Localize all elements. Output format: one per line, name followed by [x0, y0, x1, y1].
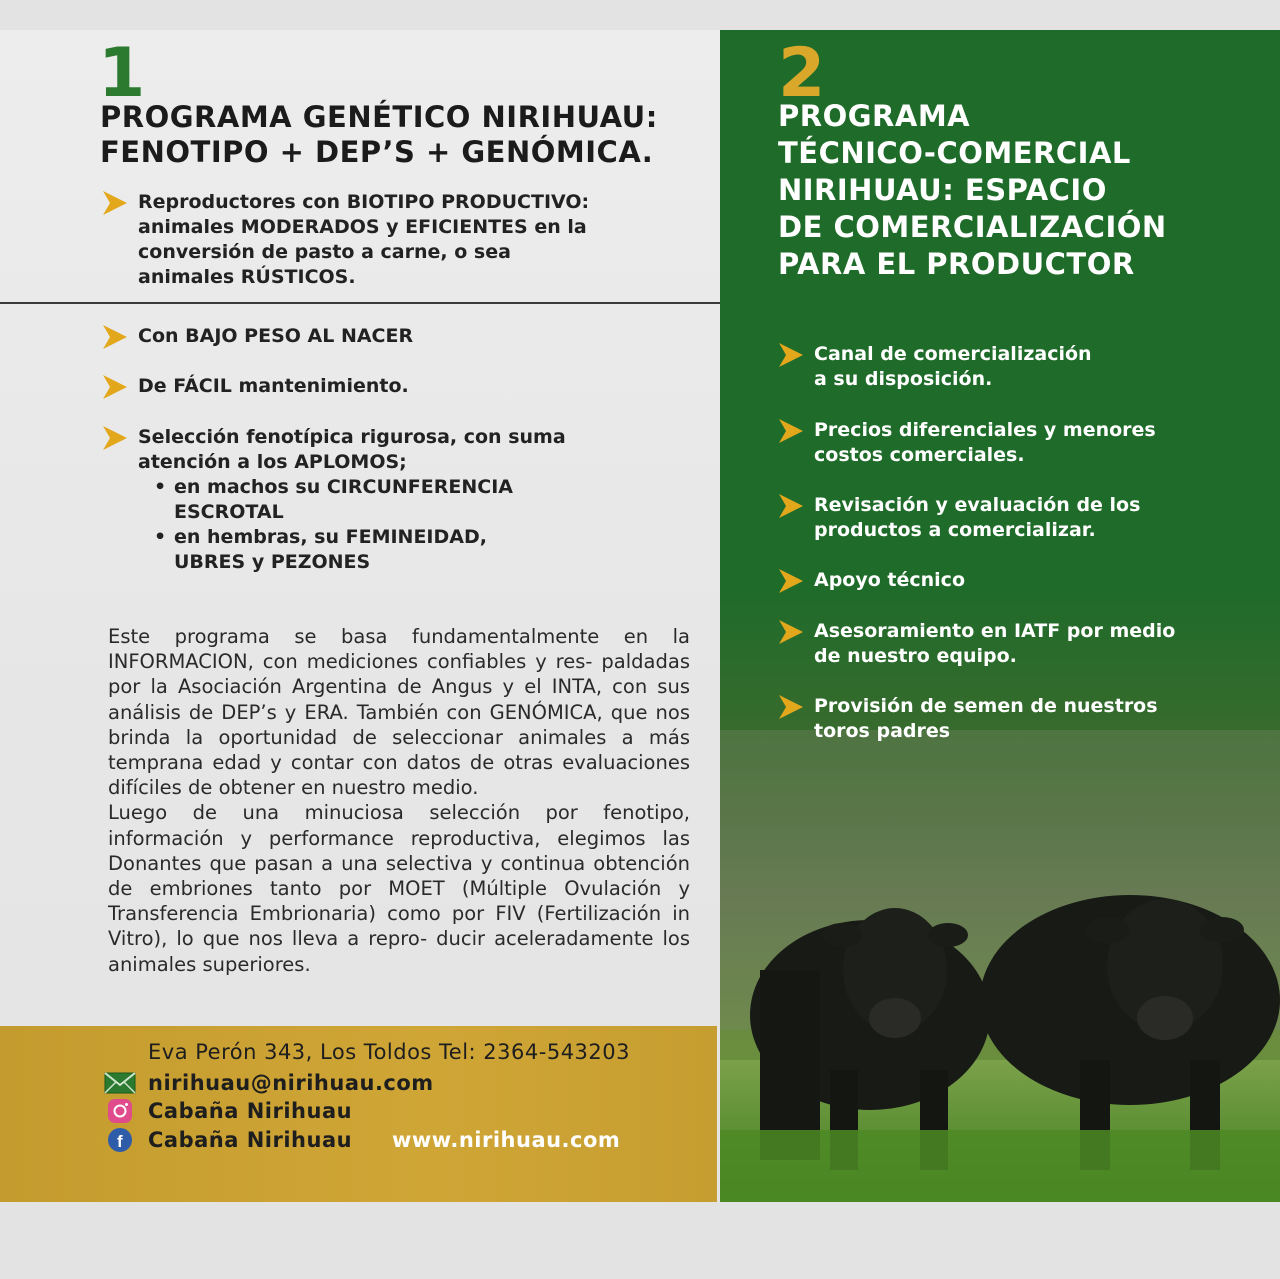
- program-2-title-line: PARA EL PRODUCTOR: [778, 247, 1135, 281]
- bullet-line: Asesoramiento en IATF por medio: [814, 620, 1176, 642]
- description-paragraph: Luego de una minuciosa selección por fenotipo, información y performance reproductiva, elegimos las Donantes que pasan a una selectiva y continua obtención de embriones tanto por MOET (Múltiple Ovulación y Transferencia Embrionaria) como por FIV (Fertilización in Vitro), lo que nos lleva a repro- ducir aceleradamente los animales superiores.: [108, 801, 690, 976]
- bullet-line: de nuestro equipo.: [814, 645, 1017, 667]
- cattle-photo: [720, 590, 1280, 1202]
- arrow-bullet-icon: [776, 416, 806, 446]
- program-2-number: 2: [778, 34, 826, 113]
- bullet-line: a su disposición.: [814, 368, 993, 390]
- sub-bullet-dot: •: [154, 476, 167, 498]
- bullet-line: costos comerciales.: [814, 444, 1025, 466]
- program-2-panel: [720, 30, 1280, 1202]
- bullet-text: Con BAJO PESO AL NACER: [138, 325, 414, 347]
- program-1-description: [108, 624, 690, 977]
- sub-bullet-line: ESCROTAL: [174, 501, 284, 523]
- program-2-title-line: TÉCNICO-COMERCIAL: [778, 136, 1131, 170]
- bullet-line: atención a los APLOMOS;: [138, 451, 407, 473]
- arrow-bullet-icon: [100, 372, 130, 402]
- contact-footer: [0, 1026, 717, 1202]
- program-1-bullet-seleccion: [100, 425, 680, 575]
- program-2-title-line: PROGRAMA: [778, 99, 971, 133]
- bullet-line: animales MODERADOS y EFICIENTES en la: [138, 216, 587, 238]
- instagram-row: [104, 1098, 352, 1124]
- program-2-bullet-precios: [776, 418, 1256, 468]
- facebook-link[interactable]: Cabaña Nirihuau: [148, 1128, 353, 1152]
- arrow-bullet-icon: [100, 423, 130, 453]
- address-phone: Eva Perón 343, Los Toldos Tel: 2364-543203: [148, 1040, 630, 1064]
- sub-bullet-hembras: [138, 525, 566, 575]
- bullet-line: Revisación y evaluación de los: [814, 494, 1141, 516]
- sub-bullet-line: en hembras, su FEMINEIDAD,: [174, 526, 487, 548]
- website-link[interactable]: www.nirihuau.com: [392, 1128, 621, 1152]
- arrow-bullet-icon: [100, 322, 130, 352]
- sub-bullet-line: UBRES y PEZONES: [174, 551, 371, 573]
- program-2-bullet-apoyo: [776, 568, 1256, 596]
- bullet-text: [814, 694, 1158, 744]
- program-1-panel: [0, 30, 720, 1202]
- program-2-title-line: NIRIHUAU: ESPACIO: [778, 173, 1107, 207]
- bullet-line: Selección fenotípica rigurosa, con suma: [138, 426, 566, 448]
- bullet-line: Provisión de semen de nuestros: [814, 695, 1158, 717]
- program-1-title-line: FENOTIPO + DEP’S + GENÓMICA.: [100, 135, 654, 169]
- bullet-text: [138, 190, 589, 290]
- program-2-bullet-provision: [776, 694, 1256, 744]
- sub-bullet-line: en machos su CIRCUNFERENCIA: [174, 476, 513, 498]
- bullet-text: [814, 619, 1175, 669]
- program-1-number: 1: [98, 34, 146, 113]
- sub-bullet-machos: [138, 475, 566, 525]
- arrow-bullet-icon: [776, 617, 806, 647]
- arrow-bullet-icon: [100, 188, 130, 218]
- facebook-icon: [104, 1127, 136, 1153]
- bullet-line: Canal de comercialización: [814, 343, 1092, 365]
- bullet-text: De FÁCIL mantenimiento.: [138, 375, 409, 397]
- email-link[interactable]: nirihuau@nirihuau.com: [148, 1071, 434, 1095]
- program-1-title: [100, 100, 710, 170]
- program-2-title: [778, 98, 1268, 283]
- bullet-line: conversión de pasto a carne, o sea: [138, 241, 511, 263]
- arrow-bullet-icon: [776, 340, 806, 370]
- bullet-line: animales RÚSTICOS.: [138, 266, 356, 288]
- description-paragraph: Este programa se basa fundamentalmente en la INFORMACION, con mediciones confiables y res- paldadas por la Asociación Argentina de Angus y el INTA, con sus análisis de DEP’s y ERA. También con GENÓMICA, que nos brinda la oportunidad de seleccionar animales a más temprana edad y contar con datos de otras evaluaciones difíciles de obtener en nuestro medio.: [108, 625, 690, 800]
- program-2-bullet-asesoramiento: [776, 619, 1256, 669]
- bullet-line: Reproductores con BIOTIPO PRODUCTIVO:: [138, 191, 590, 213]
- svg-text:f: f: [117, 1132, 124, 1151]
- bullet-text: Apoyo técnico: [814, 569, 965, 591]
- bullet-line: toros padres: [814, 720, 951, 742]
- section-divider: [0, 302, 720, 304]
- mail-icon: [104, 1070, 136, 1096]
- bullet-text: [814, 342, 1092, 392]
- bullet-text: [814, 493, 1140, 543]
- arrow-bullet-icon: [776, 491, 806, 521]
- sub-bullet-dot: •: [154, 526, 167, 548]
- program-1-bullet-biotipo: [100, 190, 680, 290]
- arrow-bullet-icon: [776, 692, 806, 722]
- facebook-row: [104, 1127, 352, 1153]
- instagram-icon: [104, 1098, 136, 1124]
- program-2-title-line: DE COMERCIALIZACIÓN: [778, 210, 1167, 244]
- program-1-bullet-bajo-peso: [100, 324, 680, 352]
- bullet-line: Precios diferenciales y menores: [814, 419, 1156, 441]
- program-2-bullet-revisacion: [776, 493, 1256, 543]
- arrow-bullet-icon: [776, 566, 806, 596]
- program-2-bullet-canal: [776, 342, 1256, 392]
- bullet-line: productos a comercializar.: [814, 519, 1096, 541]
- bullet-text: [138, 425, 566, 575]
- program-1-title-line: PROGRAMA GENÉTICO NIRIHUAU:: [100, 100, 658, 134]
- program-1-bullet-facil: [100, 374, 680, 402]
- email-row: [104, 1070, 434, 1096]
- instagram-link[interactable]: Cabaña Nirihuau: [148, 1099, 353, 1123]
- bullet-text: [814, 418, 1156, 468]
